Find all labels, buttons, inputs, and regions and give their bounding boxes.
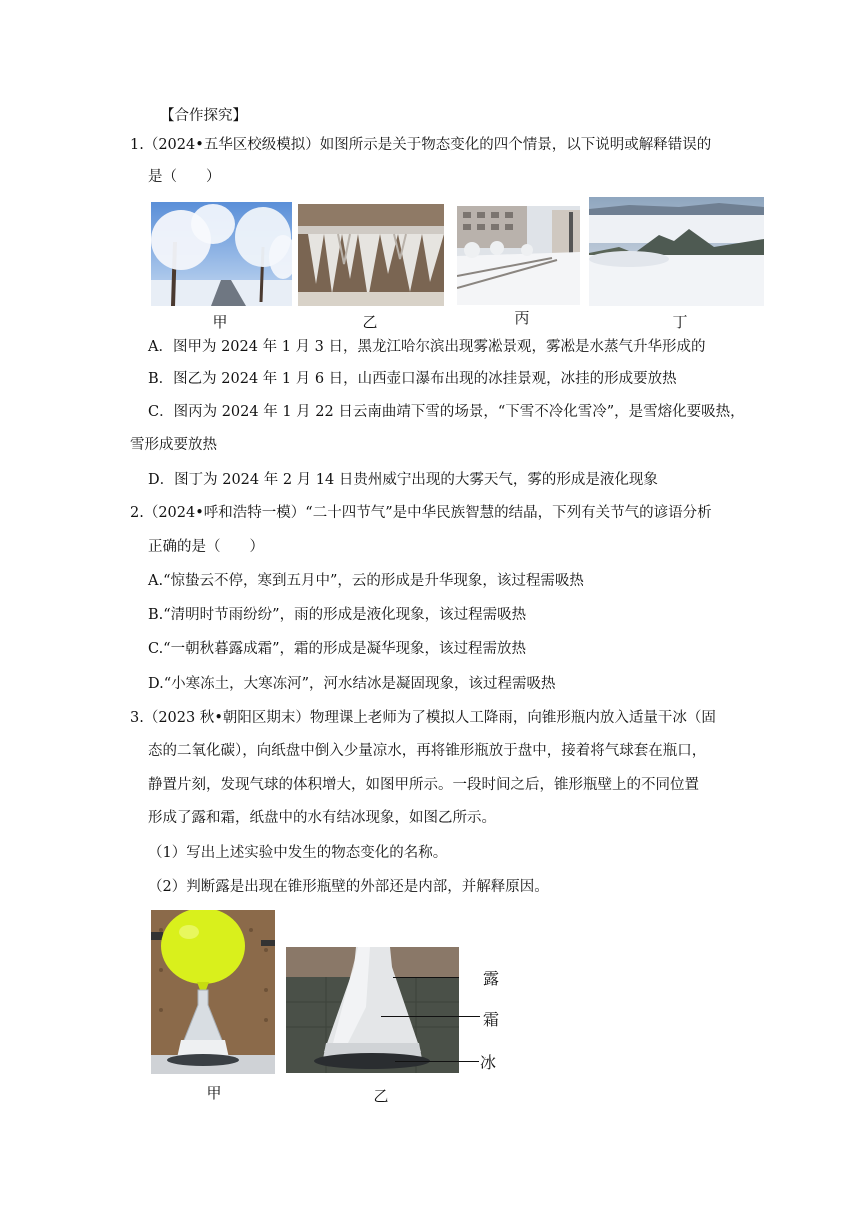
q3-stem-line4: 形成了露和霜，纸盘中的水有结冰现象，如图乙所示。 xyxy=(148,810,496,826)
q2-option-a: A.“惊蛰云不停，寒到五月中”，云的形成是升华现象，该过程需吸热 xyxy=(148,573,584,589)
dew-leader-line xyxy=(393,977,459,978)
q1-option-b: B．图乙为 2024 年 1 月 6 日，山西壶口瀑布出现的冰挂景观，冰挂的形成要放热 xyxy=(148,371,677,387)
dew-label: 露 xyxy=(483,969,500,988)
q1-stem-line2: 是（ ） xyxy=(148,169,221,185)
q1-option-c-line2: 雪形成要放热 xyxy=(130,437,217,453)
q3-sub-question-2: （2）判断露是出现在锥形瓶壁的外部还是内部，并解释原因。 xyxy=(148,879,549,895)
frost-leader-line xyxy=(381,1016,480,1017)
q3-stem-line2: 态的二氧化碳），向纸盘中倒入少量凉水，再将锥形瓶放于盘中，接着将气球套在瓶口， xyxy=(148,743,707,759)
fog-photo xyxy=(589,197,764,306)
section-title: 【合作探究】 xyxy=(160,108,247,124)
balloon-flask-photo xyxy=(151,910,275,1074)
q1-option-a: A．图甲为 2024 年 1 月 3 日，黑龙江哈尔滨出现雾凇景观，雾凇是水蒸气升华形成的 xyxy=(148,339,706,355)
q2-option-d: D.“小寒冻土，大寒冻河”，河水结冰是凝固现象，该过程需吸热 xyxy=(148,676,556,692)
dew-frost-flask-photo xyxy=(286,947,459,1073)
q3-caption-yi: 乙 xyxy=(373,1087,389,1105)
q2-option-b: B.“清明时节雨纷纷”，雨的形成是液化现象，该过程需吸热 xyxy=(148,607,527,623)
q2-option-c: C.“一朝秋暮露成霜”，霜的形成是凝华现象，该过程需放热 xyxy=(148,641,527,657)
q2-stem-line1: 2.（2024•呼和浩特一模）“二十四节气”是中华民族智慧的结晶，下列有关节气的谚语分析 xyxy=(130,505,712,521)
q1-caption-yi: 乙 xyxy=(362,313,378,331)
frost-label: 霜 xyxy=(483,1010,500,1029)
ice-label: 冰 xyxy=(480,1053,497,1072)
snow-street-photo xyxy=(457,206,580,305)
rime-photo xyxy=(151,202,292,306)
q3-stem-line1: 3.（2023 秋•朝阳区期末）物理课上老师为了模拟人工降雨，向锥形瓶内放入适量干冰（固 xyxy=(130,710,716,726)
q3-sub-question-1: （1）写出上述实验中发生的物态变化的名称。 xyxy=(148,845,448,861)
q2-stem-line2: 正确的是（ ） xyxy=(148,539,264,555)
q1-option-c-line1: C．图丙为 2024 年 1 月 22 日云南曲靖下雪的场景，“下雪不冷化雪冷”，是雪熔化要吸热， xyxy=(148,404,745,420)
ice-leader-line xyxy=(395,1061,479,1062)
q3-stem-line3: 静置片刻，发现气球的体积增大，如图甲所示。一段时间之后，锥形瓶壁上的不同位置 xyxy=(148,777,699,793)
q1-stem-line1: 1.（2024•五华区校级模拟）如图所示是关于物态变化的四个情景，以下说明或解释错误的 xyxy=(130,137,712,153)
q1-caption-ding: 丁 xyxy=(672,313,688,331)
q3-caption-jia: 甲 xyxy=(206,1084,222,1102)
ice-waterfall-photo xyxy=(298,204,444,306)
q1-caption-bing: 丙 xyxy=(514,309,530,327)
q1-option-d: D．图丁为 2024 年 2 月 14 日贵州威宁出现的大雾天气，雾的形成是液化现象 xyxy=(148,472,658,488)
q1-caption-jia: 甲 xyxy=(212,313,228,331)
